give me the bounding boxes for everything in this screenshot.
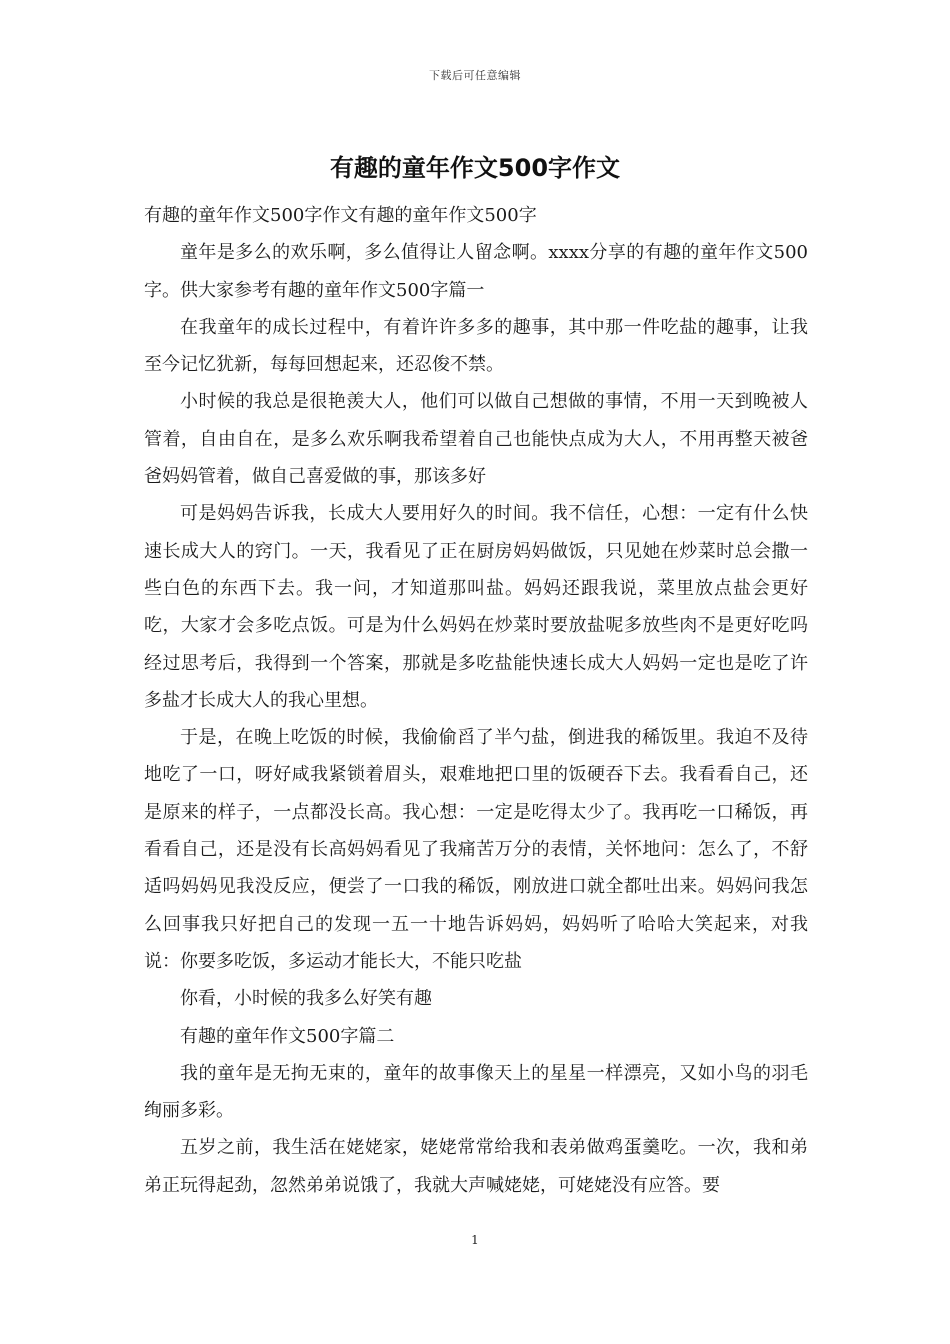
paragraph: 小时候的我总是很艳羡大人，他们可以做自己想做的事情，不用一天到晚被人管着，自由自在，是多么欢乐啊我希望着自己也能快点成为大人，不用再整天被爸爸妈妈管着，做自己喜爱做的事，那该多好	[144, 391, 808, 488]
paragraph: 有趣的童年作文500字作文有趣的童年作文500字	[144, 205, 537, 226]
paragraph: 五岁之前，我生活在姥姥家，姥姥常常给我和表弟做鸡蛋羹吃。一次，我和弟弟正玩得起劲，忽然弟弟说饿了，我就大声喊姥姥，可姥姥没有应答。要	[144, 1137, 808, 1196]
paragraph: 于是，在晚上吃饭的时候，我偷偷舀了半勺盐，倒进我的稀饭里。我迫不及待地吃了一口，呀好咸我紧锁着眉头，艰难地把口里的饭硬吞下去。我看看自己，还是原来的样子，一点都没长高。我心想：一定是吃得太少了。我再吃一口稀饭，再看看自己，还是没有长高妈妈看见了我痛苦万分的表情，关怀地问：怎么了，不舒适吗妈妈见我没反应，便尝了一口我的稀饭，刚放进口就全都吐出来。妈妈问我怎么回事我只好把自己的发现一五一十地告诉妈妈，妈妈听了哈哈大笑起来，对我说：你要多吃饭，多运动才能长大，不能只吃盐	[144, 727, 808, 972]
document-title: 有趣的童年作文500字作文	[329, 154, 621, 182]
document-body	[144, 197, 808, 1204]
paragraph: 你看，小时候的我多么好笑有趣	[180, 988, 432, 1010]
paragraph: 我的童年是无拘无束的，童年的故事像天上的星星一样漂亮，又如小鸟的羽毛绚丽多彩。	[144, 1062, 808, 1122]
paragraph: 可是妈妈告诉我，长成大人要用好久的时间。我不信任，心想：一定有什么快速长成大人的窍门。一天，我看见了正在厨房妈妈做饭，只见她在炒菜时总会撒一些白色的东西下去。我一问，才知道那叫盐。妈妈还跟我说，菜里放点盐会更好吃，大家才会多吃点饭。可是为什么妈妈在炒菜时要放盐呢多放些肉不是更好吃吗经过思考后，我得到一个答案，那就是多吃盐能快速长成大人妈妈一定也是吃了许多盐才长成大人的我心里想。	[144, 503, 808, 711]
paragraph: 在我童年的成长过程中，有着许许多多的趣事，其中那一件吃盐的趣事，让我至今记忆犹新，每每回想起来，还忍俊不禁。	[144, 316, 808, 376]
paragraph: 有趣的童年作文500字篇二	[180, 1025, 395, 1047]
header-note: 下载后可任意编辑	[429, 69, 521, 82]
paragraph: 童年是多么的欢乐啊，多么值得让人留念啊。xxxx分享的有趣的童年作文500字。供大家参考有趣的童年作文500字篇一	[144, 242, 808, 301]
page-number: 1	[471, 1233, 479, 1247]
